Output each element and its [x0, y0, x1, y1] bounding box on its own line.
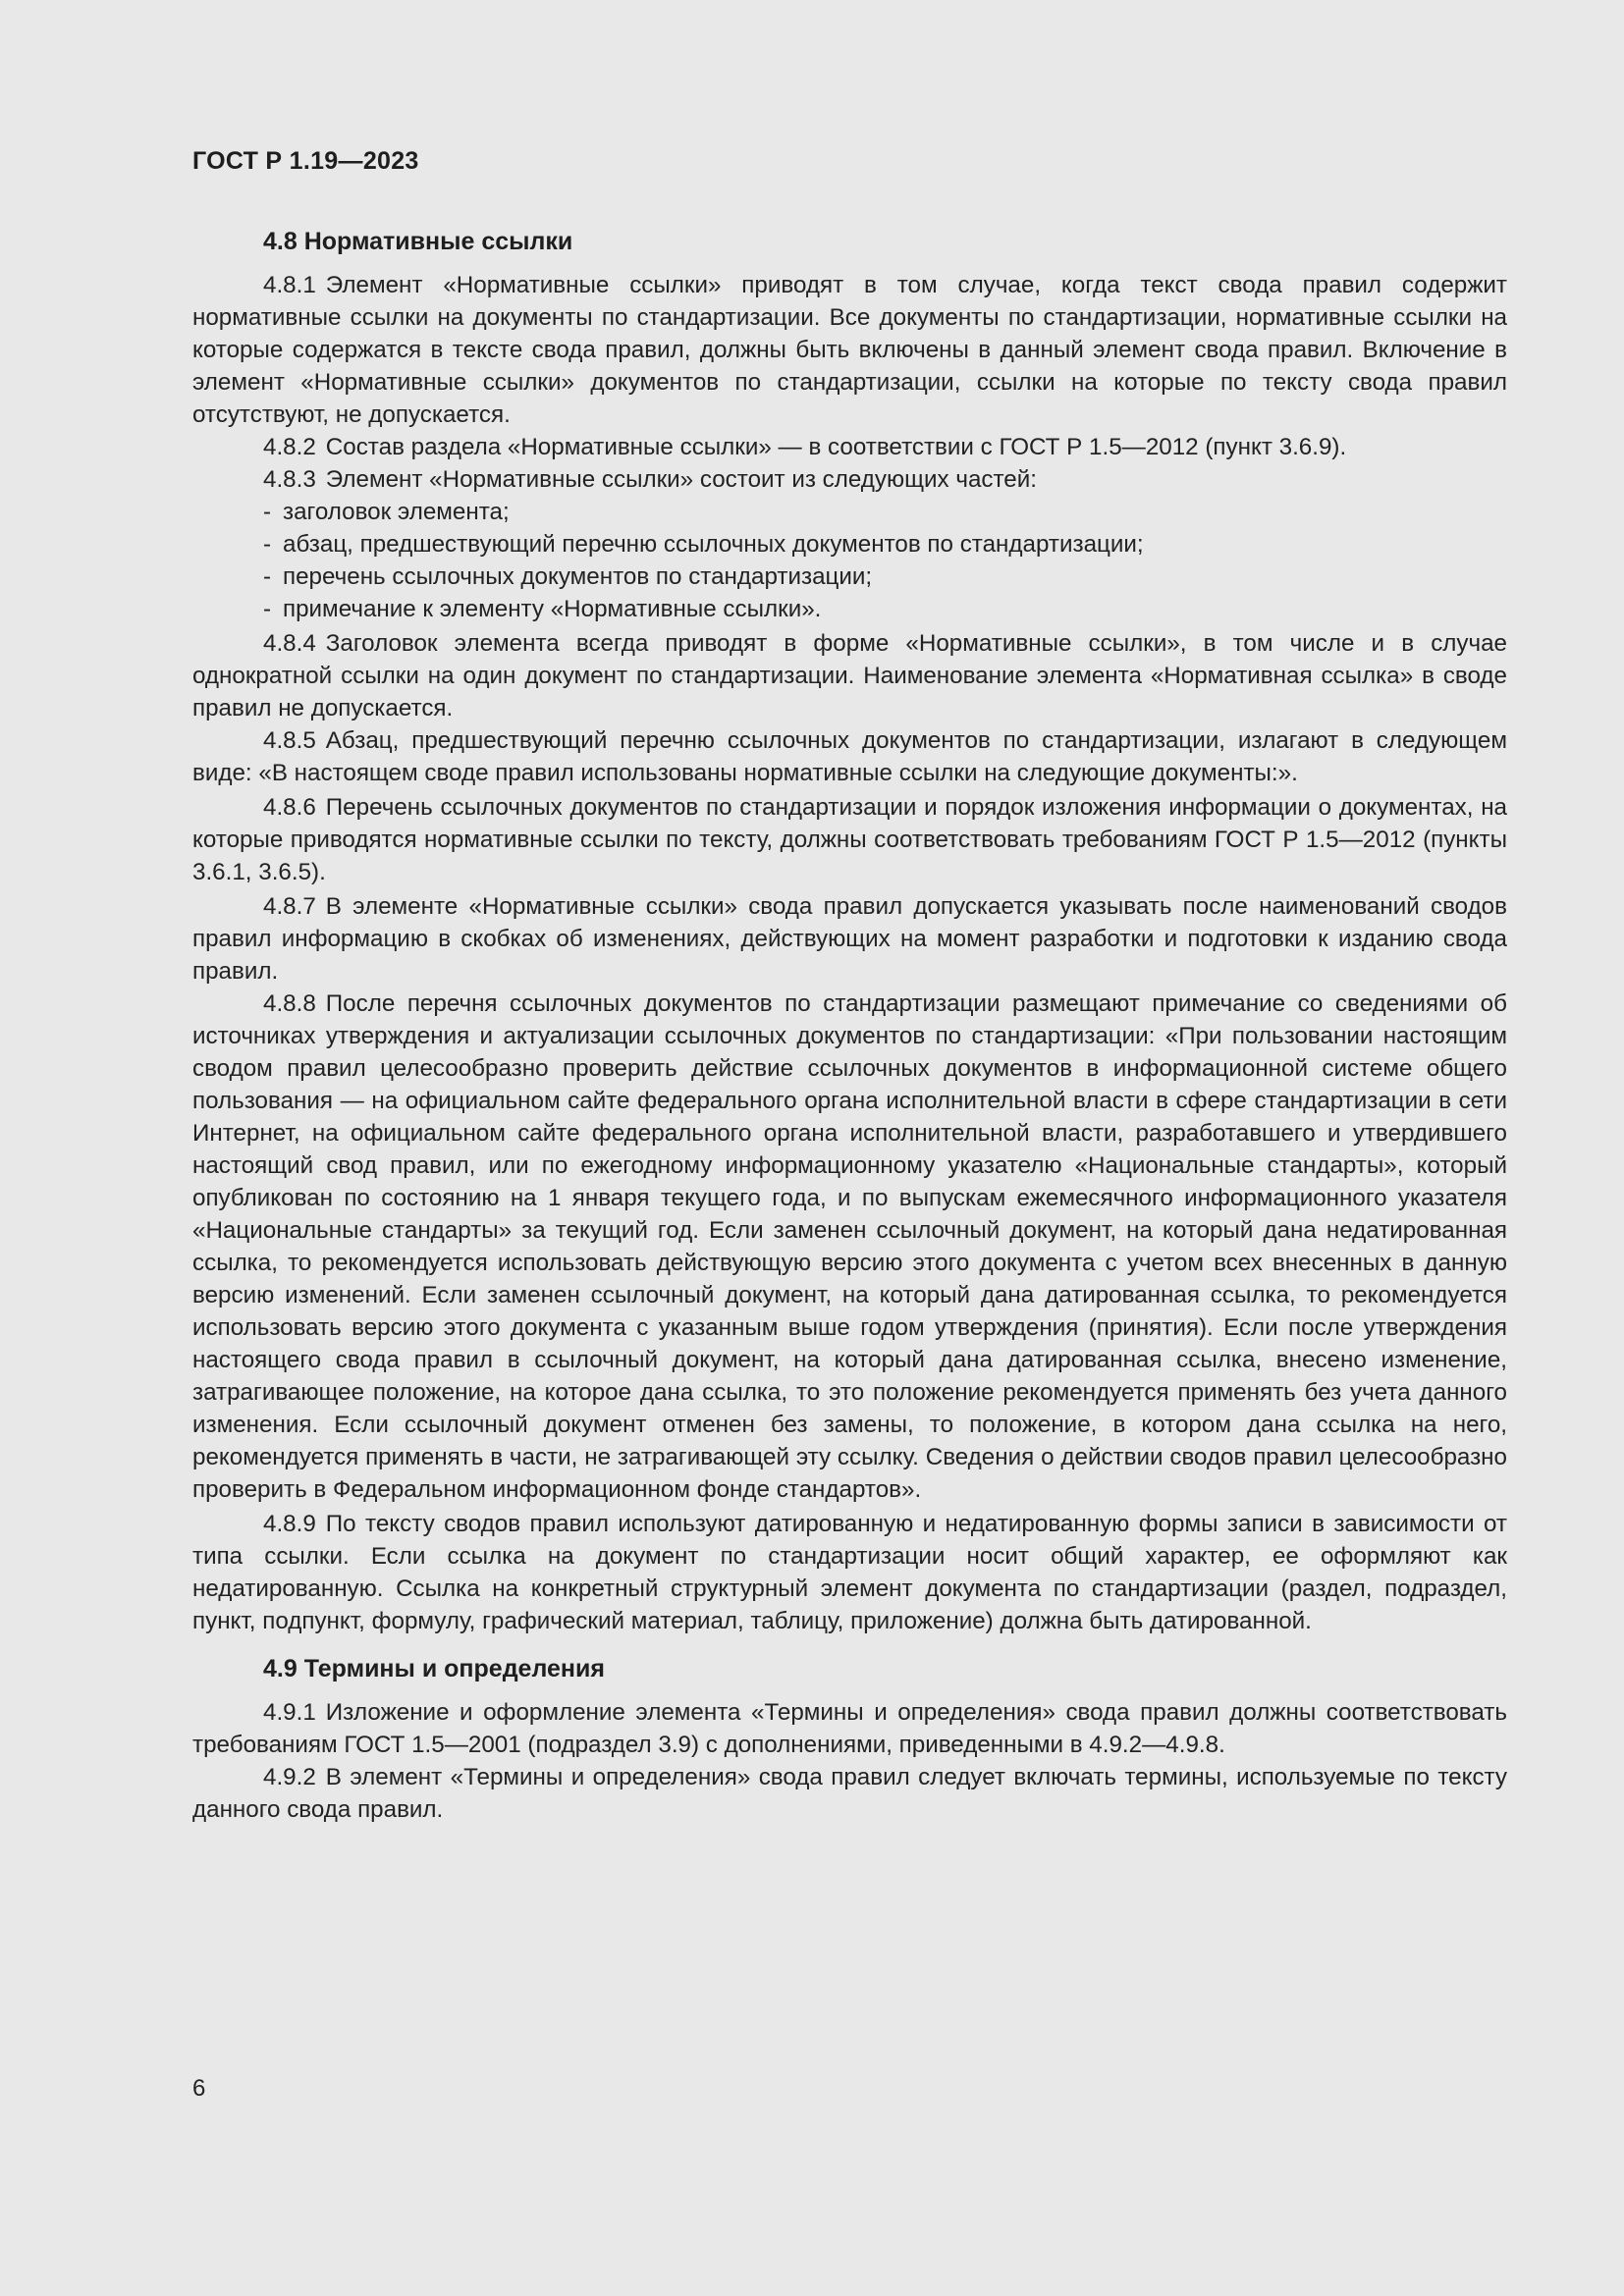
- paragraph-text: Изложение и оформление элемента «Термины и определения» свода правил должны соответствовать требованиям ГОСТ 1.5—2001 (подраздел 3.9) с дополнениями, приведенными в 4.9.2—4.9.8.: [192, 1699, 1507, 1758]
- paragraph-4-8-6: [192, 791, 1507, 888]
- clause-number: 4.8.5: [263, 727, 316, 754]
- clause-number: 4.8.4: [263, 630, 316, 657]
- clause-number: 4.8.9: [263, 1511, 316, 1537]
- paragraph-text: В элемент «Термины и определения» свода правил следует включать термины, используемые по тексту данного свода правил.: [192, 1764, 1507, 1823]
- page-number: 6: [192, 2075, 206, 2102]
- list-item: - абзац, предшествующий перечню ссылочных документов по стандартизации;: [263, 528, 1507, 561]
- paragraph-4-8-5: [192, 724, 1507, 789]
- clause-number: 4.9.1: [263, 1699, 316, 1726]
- clause-number: 4.8.1: [263, 272, 316, 298]
- paragraph-4-8-3: [192, 463, 1507, 496]
- clause-number: 4.8.8: [263, 990, 316, 1017]
- paragraph-4-8-7: [192, 890, 1507, 988]
- paragraph-text: Элемент «Нормативные ссылки» приводят в том случае, когда текст свода правил содержит нормативные ссылки на документы по стандартизации. Все документы по стандартизации, нормативные ссылки на которые содержатся в тексте свода правил, должны быть включены в данный элемент свода правил. Включение в элемент «Нормативные ссылки» документов по стандартизации, ссылки на которые по тексту свода правил отсутствуют, не допускается.: [192, 272, 1507, 428]
- paragraph-4-9-2: [192, 1761, 1507, 1826]
- paragraph-4-9-1: [192, 1696, 1507, 1761]
- paragraph-text: Перечень ссылочных документов по стандартизации и порядок изложения информации о документах, на которые приводятся нормативные ссылки по тексту, должны соответствовать требованиям ГОСТ Р 1.5—2012 (пункты 3.6.1, 3.6.5).: [192, 794, 1507, 885]
- list-item: - перечень ссылочных документов по стандартизации;: [263, 561, 1507, 593]
- paragraph-text: Абзац, предшествующий перечню ссылочных документов по стандартизации, излагают в следующем виде: «В настоящем своде правил использованы нормативные ссылки на следующие документы:».: [192, 727, 1507, 786]
- paragraph-4-8-4: [192, 627, 1507, 724]
- section-title-4-9: 4.9 Термины и определения: [263, 1655, 605, 1682]
- document-body: [192, 224, 1507, 1826]
- paragraph-text: Состав раздела «Нормативные ссылки» — в соответствии с ГОСТ Р 1.5—2012 (пункт 3.6.9).: [325, 434, 1347, 460]
- paragraph-4-8-9: [192, 1508, 1507, 1637]
- paragraph-4-8-8: [192, 988, 1507, 1506]
- paragraph-4-8-1: [192, 269, 1507, 431]
- clause-number: 4.9.2: [263, 1764, 316, 1790]
- paragraph-text: В элементе «Нормативные ссылки» свода правил допускается указывать после наименований сводов правил информацию в скобках об изменениях, действующих на момент разработки и подготовки к изданию свода правил.: [192, 893, 1507, 985]
- list-4-8-3: [192, 496, 1507, 625]
- list-item: - заголовок элемента;: [263, 496, 1507, 528]
- list-item: - примечание к элементу «Нормативные ссылки».: [263, 593, 1507, 625]
- document-header-id: ГОСТ Р 1.19—2023: [192, 147, 419, 175]
- paragraph-text: По тексту сводов правил используют датированную и недатированную формы записи в зависимости от типа ссылки. Если ссылка на документ по стандартизации носит общий характер, ее оформляют как недатированную. Ссылка на конкретный структурный элемент документа по стандартизации (раздел, подраздел, пункт, подпункт, формулу, графический материал, таблицу, приложение) должна быть датированной.: [192, 1511, 1507, 1634]
- clause-number: 4.8.3: [263, 466, 316, 493]
- section-title-4-8: 4.8 Нормативные ссылки: [263, 228, 573, 255]
- clause-number: 4.8.7: [263, 893, 316, 920]
- clause-number: 4.8.6: [263, 794, 316, 821]
- paragraph-4-8-2: [192, 431, 1507, 463]
- paragraph-text: Заголовок элемента всегда приводят в форме «Нормативные ссылки», в том числе и в случае однократной ссылки на один документ по стандартизации. Наименование элемента «Нормативная ссылка» в своде правил не допускается.: [192, 630, 1507, 721]
- paragraph-text: После перечня ссылочных документов по стандартизации размещают примечание со сведениями об источниках утверждения и актуализации ссылочных документов по стандартизации: «При пользовании настоящим сводом правил целесообразно проверить действие ссылочных документов в информационной системе общего пользования — на официальном сайте федерального органа исполнительной власти в сфере стандартизации в сети Интернет, на официальном сайте федерального органа исполнительной власти, разработавшего и утвердившего настоящий свод правил, или по ежегодному информационному указателю «Национальные стандарты», который опубликован по состоянию на 1 января текущего года, и по выпускам ежемесячного информационного указателя «Национальные стандарты» за текущий год. Если заменен ссылочный документ, на который дана недатированная ссылка, то рекомендуется использовать действующую версию этого документа с учетом всех внесенных в данную версию изменений. Если заменен ссылочный документ, на который дана датированная ссылка, то рекомендуется использовать версию этого документа с указанным выше годом утверждения (принятия). Если после утверждения настоящего свода правил в ссылочный документ, на который дана датированная ссылка, внесено изменение, затрагивающее положение, на которое дана ссылка, то это положение рекомендуется применять без учета данного изменения. Если ссылочный документ отменен без замены, то положение, в котором дана ссылка на него, рекомендуется применять в части, не затрагивающей эту ссылку. Сведения о действии сводов правил целесообразно проверить в Федеральном информационном фонде стандартов».: [192, 990, 1507, 1503]
- clause-number: 4.8.2: [263, 434, 316, 460]
- paragraph-text: Элемент «Нормативные ссылки» состоит из следующих частей:: [325, 466, 1037, 493]
